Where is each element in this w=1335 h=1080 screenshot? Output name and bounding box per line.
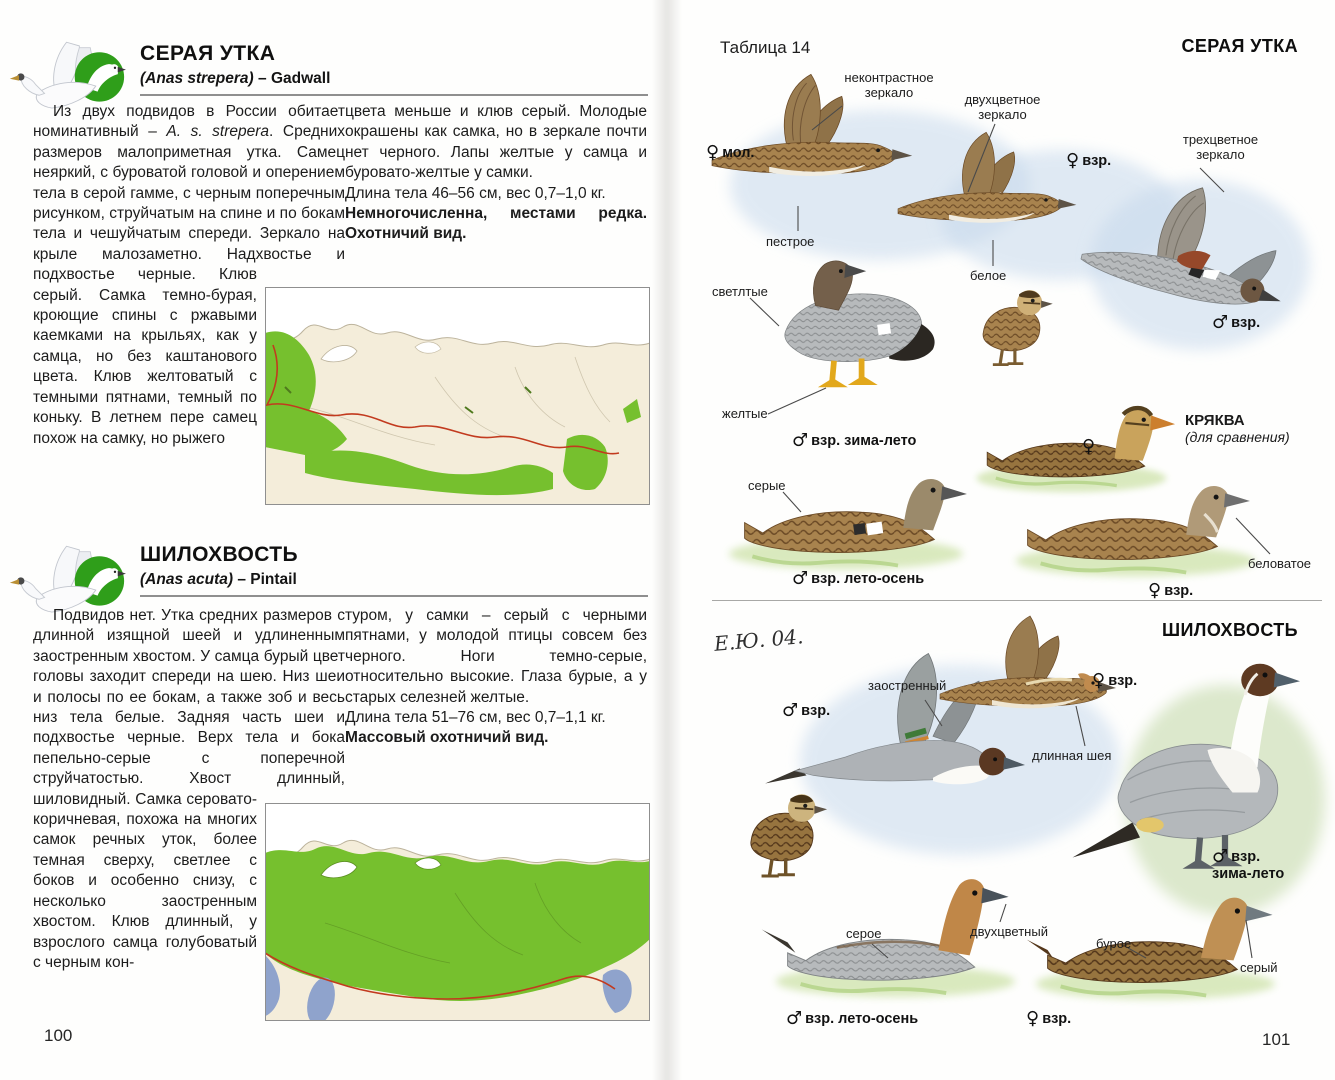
female-symbol-icon: ♀ — [1066, 150, 1080, 171]
label-mallard-note: (для сравнения) — [1185, 429, 1290, 445]
species-subtitle-gadwall — [140, 70, 330, 88]
male-symbol-icon: ♂ — [786, 1008, 803, 1029]
gadwall-status-line: Немногочисленна, местами редка. Охотничий вид. — [345, 205, 647, 243]
page-number-right: 101 — [1262, 1030, 1291, 1049]
label-noncontrast-speculum: неконтрастное зеркало — [844, 70, 934, 100]
species-title-gadwall: СЕРАЯ УТКА — [140, 42, 276, 65]
latin-name: (Anas acuta) — [140, 571, 234, 588]
gadwall-paragraph-2: цвета меньше и клюв серый. Молодые окрашены как самка, но в зеркале почти нет черного. Лапы желтые у самца и буровато-желтые у самки. — [345, 103, 647, 182]
label-yellow: желтые — [722, 406, 768, 421]
pintail-text-column-2 — [345, 606, 647, 821]
male-symbol-icon: ♂ — [792, 430, 809, 451]
pintail-status-line: Массовый охотничий вид. — [345, 729, 549, 747]
page-number-left: 100 — [44, 1026, 73, 1045]
gadwall-male-standing — [785, 261, 935, 387]
label-grey-bill: серый — [1240, 960, 1278, 975]
pintail-female-flying — [940, 616, 1116, 708]
male-symbol-icon: ♂ — [1212, 312, 1229, 333]
label-female-adult-2: ♀ взр. — [1148, 580, 1194, 601]
male-symbol-icon: ♂ — [792, 568, 809, 589]
label-mallard-female — [1082, 436, 1098, 457]
label-grey-back: серое — [846, 926, 882, 941]
label-male-winter-summer: ♂ взр. зима-лето — [792, 430, 917, 451]
label-female-juvenile: ♀ мол. — [706, 142, 755, 163]
label-white: белое — [970, 268, 1007, 283]
panel-title-gadwall: СЕРАЯ УТКА — [1181, 36, 1298, 56]
label-bicolor-bill: двухцветный — [970, 924, 1048, 939]
gadwall-text-column-2 — [345, 102, 647, 282]
pintail-size-line: Длина тела 51–76 см, вес 0,7–1,1 кг. — [345, 709, 606, 727]
female-symbol-icon: ♀ — [1092, 670, 1106, 691]
male-symbol-icon: ♂ — [1212, 846, 1229, 867]
label-bicolor-speculum: двухцветное зеркало — [964, 92, 1041, 122]
gadwall-duckling — [983, 290, 1053, 365]
panel-title-pintail: ШИЛОХВОСТЬ — [1161, 620, 1298, 640]
header-rule — [140, 94, 648, 96]
pintail-paragraph-2: туром, у самки – серый с черными пятнами, у молодой птицы совсем без черного. Ноги темно-серые, относительно высокие. Глаза бурые, а у старых селезней желтые. — [345, 607, 647, 706]
label-tricolor-speculum: трехцветное зеркало — [1182, 132, 1259, 162]
female-symbol-icon: ♀ — [1082, 436, 1096, 457]
label-male-summer-autumn: ♂ взр. лето-осень — [792, 568, 925, 589]
label-pointed: заостренный — [868, 678, 947, 693]
gadwall-size-line: Длина тела 46–56 см, вес 0,7–1,0 кг. — [345, 184, 606, 202]
female-symbol-icon: ♀ — [1148, 580, 1162, 601]
label-pied: пестрое — [766, 234, 815, 249]
label-male-summer-pintail: ♂ взр. лето-осень — [786, 1008, 919, 1029]
table-label: Таблица 14 — [720, 38, 811, 57]
species-title-pintail: ШИЛОХВОСТЬ — [140, 543, 299, 566]
label-female-adult-pintail: ♀ взр. — [1092, 670, 1138, 691]
label-long-neck: длинная шея — [1032, 748, 1112, 763]
female-symbol-icon: ♀ — [706, 142, 720, 163]
header-rule — [140, 595, 648, 597]
label-light: светлтые — [712, 284, 768, 299]
pintail-range-map — [265, 803, 650, 1021]
latin-name: (Anas strepera) — [140, 70, 254, 87]
male-symbol-icon: ♂ — [782, 700, 799, 721]
pintail-paragraph-1: Подвидов нет. Утка средних размеров с длинной изящной шеей и удлиненным заостренным хвостом. У самца бурый цвет головы заходит спереди на шею. Низ шеи и полосы по ее бокам, а также зоб и весь низ тела белые. Задняя часть шеи и подхвостье черные. Верх тела и бока пепельно-серые с поперечной струйчатостью. Хвост длинный, шиловидный. Самка серовато-коричневая, похожа на многих самок речных уток, более темная сверху, светлее с боков и особенно снизу, с несколько заостренным хвостом. Клюв длинный, у взрослого самца голубоватый с черным кон- — [33, 607, 345, 971]
label-grey: серые — [748, 478, 786, 493]
artist-signature: Е.Ю. 04. — [713, 624, 805, 656]
label-male-winter-pintail: ♂ взр. зима-лето — [1212, 846, 1285, 882]
pintail-duckling — [751, 794, 827, 876]
label-female-adult-2-pintail: ♀ взр. — [1026, 1008, 1072, 1029]
label-male-adult-pintail: ♂ взр. — [782, 700, 831, 721]
label-whitish: беловатое — [1248, 556, 1312, 571]
gadwall-paragraph-1: Из двух подвидов в России обитает номинативный – A. s. strepera. Средних размеров малоприметная утка. Самец неяркий, с буроватой головой и оперением тела в серой гамме, с черным поперечным рисунком, струйчатым на спине и по бокам тела и чешуйчатым спереди. Зеркало на крыле малозаметно. Надхвостье и подхвостье черные. Клюв серый. Самка темно-бурая, кроющие спины с ржавыми каемками на крыльях, как у самца, но без каштанового цвета. Клюв желтоватый с темными пятнами, темный по коньку. В летнем пере самец похож на самку, но рыжего — [33, 103, 345, 447]
label-brown: бурое — [1096, 936, 1132, 951]
label-male-adult: ♂ взр. — [1212, 312, 1261, 333]
english-name: – Gadwall — [258, 70, 331, 87]
label-mallard-name: КРЯКВА — [1185, 412, 1245, 429]
bird-plate-illustrations — [667, 0, 1335, 1080]
gadwall-range-map — [265, 287, 650, 505]
english-name: – Pintail — [237, 571, 297, 588]
label-female-adult: ♀ взр. — [1066, 150, 1112, 171]
species-subtitle-pintail — [140, 571, 297, 589]
gadwall-female-swimming — [1016, 486, 1255, 576]
mallard-female-swimming — [976, 408, 1175, 492]
female-symbol-icon: ♀ — [1026, 1008, 1040, 1029]
pintail-female-swimming — [1027, 898, 1275, 1000]
